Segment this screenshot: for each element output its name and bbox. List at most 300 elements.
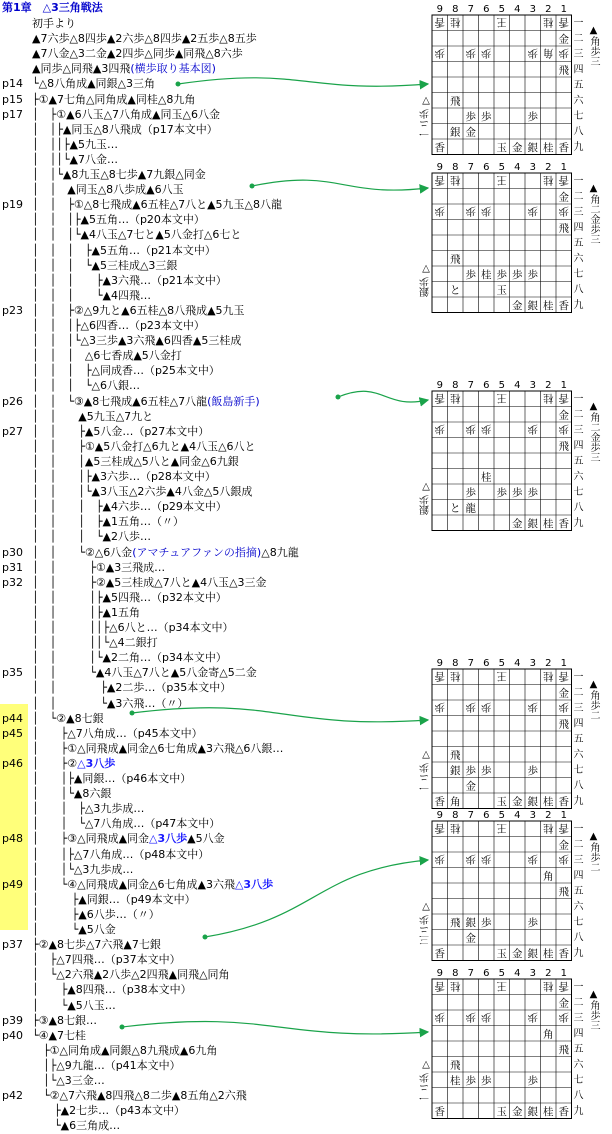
file-label: 4	[514, 968, 521, 979]
shogi-piece: 桂	[450, 391, 461, 404]
shogi-piece: 香	[434, 15, 445, 28]
move-text: │ ├①▲6八玉△7八角成▲同玉△6八金	[32, 107, 220, 121]
chapter-title: 第1章 △3三角戦法	[2, 1, 103, 14]
shogi-piece: 歩	[527, 46, 538, 59]
shogi-piece: 飛	[450, 253, 461, 266]
move-text: │ │ ││├△6八と…（p34本文中）	[32, 621, 234, 634]
shogi-piece: 桂	[543, 947, 554, 960]
rank-label: 五	[573, 734, 584, 745]
rank-label: 九	[573, 948, 584, 959]
move-text: │ ├▲同銀…（p49本文中）	[32, 892, 196, 906]
file-label: 9	[436, 968, 443, 979]
rank-label: 四	[573, 718, 584, 730]
rank-label: 一	[573, 672, 584, 683]
page-ref: p45	[2, 726, 23, 740]
shogi-piece: 銀	[527, 1105, 538, 1118]
shogi-piece: 歩	[465, 422, 476, 435]
move-text: │ │ │ └▲5三桂成△3三銀	[32, 258, 178, 272]
shogi-piece: 歩	[465, 1074, 476, 1087]
shogi-piece: 桂	[543, 795, 554, 808]
rank-label: 八	[573, 502, 584, 514]
file-label: 8	[452, 658, 459, 669]
shogi-piece: 飛	[558, 222, 569, 235]
file-label: 2	[545, 162, 552, 173]
rank-label: 八	[573, 284, 584, 296]
page-ref: p44	[2, 711, 23, 725]
rank-label: 二	[573, 33, 584, 45]
move-text: │ │├▲同玉△8八飛成（p17本文中）	[32, 122, 218, 136]
shogi-piece: 金	[512, 517, 523, 530]
move-text: │ │ │ ├▲1五角…（〃）	[32, 515, 184, 529]
shogi-piece: 歩	[434, 46, 445, 59]
file-label: 6	[483, 4, 490, 15]
shogi-piece: 香	[558, 299, 569, 312]
move-text: │ │└△3九歩成…	[32, 862, 134, 876]
file-label: 5	[498, 162, 505, 173]
move-text: ▲7八金△3二金▲2四歩△同歩▲同飛△8六歩	[32, 47, 243, 61]
board-arrow	[122, 1022, 428, 1034]
shogi-piece: 歩	[465, 764, 476, 777]
shogi-piece: 飛	[450, 916, 461, 929]
rank-label: 三	[573, 1013, 584, 1024]
key-move: △3八歩	[77, 756, 116, 770]
file-label: 1	[560, 4, 567, 15]
page-ref: p32	[2, 575, 23, 589]
move-text: └④▲7七桂	[32, 1028, 86, 1042]
shogi-piece: 歩	[558, 1010, 569, 1023]
rank-label: 二	[573, 687, 584, 699]
rank-label: 八	[573, 932, 584, 944]
shogi-piece: 歩	[465, 46, 476, 59]
rank-label: 五	[573, 238, 584, 249]
rank-label: 八	[573, 126, 584, 138]
file-label: 2	[545, 658, 552, 669]
shogi-piece: 歩	[527, 916, 538, 929]
shogi-piece: 桂	[543, 173, 554, 186]
move-text: │ └④△同飛成▲同金△6七角成▲3六飛	[32, 877, 235, 891]
move-text: │ │ └▲4八玉△7八と▲5八金寄△5二金	[32, 666, 257, 680]
shogi-piece: 角	[543, 870, 554, 883]
move-text: ├③▲8七銀…	[32, 1013, 97, 1027]
sente-captures: ▲角歩二	[588, 831, 599, 872]
file-label: 3	[529, 968, 536, 979]
file-label: 8	[452, 4, 459, 15]
rank-label: 六	[573, 253, 584, 265]
shogi-piece: 香	[434, 947, 445, 960]
move-text: ▲同歩△同飛▲3四飛	[32, 62, 131, 76]
shogi-piece: 玉	[496, 284, 507, 297]
rank-label: 七	[573, 487, 584, 498]
file-label: 5	[498, 4, 505, 15]
rank-label: 六	[573, 749, 584, 761]
move-text: │├△9九龍…（p41本文中）	[32, 1058, 181, 1072]
file-label: 5	[498, 380, 505, 391]
sente-captures: ▲角二金歩三	[588, 183, 599, 244]
rank-label: 八	[573, 780, 584, 792]
rank-label: 一	[573, 394, 584, 405]
shogi-piece: 金	[558, 409, 569, 422]
shogi-piece: 銀	[450, 764, 461, 777]
shogi-piece: 歩	[558, 700, 569, 713]
shogi-piece: 飛	[450, 1059, 461, 1072]
file-label: 3	[529, 4, 536, 15]
move-text: │ │ │ ├△同成香…（p25本文中）	[32, 364, 220, 378]
move-text: │ │ │ △6七香成▲5八金打	[32, 349, 182, 363]
shogi-piece: 飛	[558, 885, 569, 898]
move-text: │ └▲5八金	[32, 923, 116, 936]
shogi-piece: 龍	[465, 502, 476, 515]
shogi-piece: 歩	[481, 764, 492, 777]
shogi-piece: 歩	[527, 764, 538, 777]
shogi-piece: 金	[465, 780, 476, 793]
move-text: │ │ ├△3九歩成…	[32, 802, 145, 816]
rank-label: 七	[573, 765, 584, 776]
page-ref: p14	[2, 77, 23, 91]
move-text: │ │ ├▲2二歩…（p35本文中）	[32, 681, 232, 695]
shogi-piece: 王	[496, 669, 507, 682]
move-text: │ │ │├▲1五角	[32, 605, 140, 619]
rank-label: 九	[573, 518, 584, 529]
shogi-piece: 角	[450, 795, 461, 808]
move-text: │ │ │└▲2二角…（p34本文中）	[32, 651, 227, 665]
shogi-piece: 香	[558, 141, 569, 154]
gote-captures: 一ニ歩 ▽	[420, 94, 432, 139]
shogi-piece: 歩	[558, 204, 569, 217]
move-text: ├▲2七歩…（p43本文中）	[32, 1104, 186, 1118]
gote-captures: 三ニ歩 ▽	[420, 900, 432, 945]
shogi-piece: 歩	[481, 916, 492, 929]
page-ref: p39	[2, 1013, 23, 1027]
shogi-piece: 金	[558, 687, 569, 700]
shogi-piece: 歩	[481, 204, 492, 217]
rank-label: 六	[573, 1059, 584, 1071]
shogi-piece: 桂	[543, 821, 554, 834]
move-text: │ │ ││└△4二銀打	[32, 636, 158, 650]
page-ref: p31	[2, 560, 23, 574]
file-label: 4	[514, 810, 521, 821]
file-label: 7	[467, 810, 474, 821]
annotation-link[interactable]: (横歩取り基本図)	[130, 62, 216, 76]
move-text: │ │├△7八角成…（p48本文中）	[32, 847, 210, 861]
rank-label: 三	[573, 49, 584, 60]
shogi-piece: 銀	[465, 916, 476, 929]
move-text: ├①△同角成▲同銀△8九飛成▲6九角	[32, 1043, 218, 1057]
page-ref: p37	[2, 938, 23, 952]
shogi-piece: 香	[558, 391, 569, 404]
board-grid	[432, 821, 572, 961]
shogi-piece: 歩	[481, 422, 492, 435]
shogi-piece: 歩	[465, 700, 476, 713]
file-label: 1	[560, 658, 567, 669]
shogi-piece: と	[450, 284, 461, 297]
rank-label: 四	[573, 222, 584, 234]
page-ref: p40	[2, 1028, 23, 1042]
move-text: ▲5八金	[187, 832, 225, 846]
board-arrow	[205, 860, 428, 937]
shogi-piece: 飛	[450, 749, 461, 762]
shogi-piece: 桂	[543, 141, 554, 154]
move-text: │ ├③△同飛成▲同金	[32, 832, 150, 846]
shogi-piece: 歩	[558, 46, 569, 59]
shogi-piece: 香	[558, 669, 569, 682]
move-text: ├①▲7七角△同角成▲同桂△8九角	[32, 92, 196, 106]
gote-captures: 一ニ歩 ▽	[420, 1058, 432, 1103]
file-label: 1	[560, 968, 567, 979]
rank-label: 五	[573, 456, 584, 467]
shogi-piece: 香	[434, 141, 445, 154]
shogi-piece: 玉	[496, 1105, 507, 1118]
shogi-piece: 飛	[558, 440, 569, 453]
shogi-piece: 金	[558, 191, 569, 204]
shogi-piece: 桂	[543, 15, 554, 28]
shogi-piece: 歩	[496, 268, 507, 281]
sente-captures: ▲角歩三	[588, 25, 599, 66]
file-label: 4	[514, 4, 521, 15]
page-ref: p35	[2, 666, 23, 680]
key-move: △3八歩	[149, 832, 188, 846]
move-text: ▲7六歩△8四歩▲2六歩△8四歩▲2五歩△8五歩	[32, 32, 257, 46]
page-ref: p19	[2, 198, 23, 212]
move-text: │ ├①△同飛成▲同金△6七角成▲3六飛△6八銀…	[32, 741, 284, 755]
shogi-piece: 桂	[543, 391, 554, 404]
shogi-piece: 香	[558, 1105, 569, 1118]
gote-captures: 一ニ歩 ▽	[420, 748, 432, 793]
move-text: │ ├▲6八歩…（〃）	[32, 907, 160, 921]
shogi-piece: 歩	[465, 110, 476, 123]
move-text: │ │└▲8六銀	[32, 787, 112, 801]
move-text: │ │ ├②△9九と▲6五桂△8八飛成▲5九玉	[32, 303, 245, 317]
shogi-piece: 飛	[558, 64, 569, 77]
page-ref: p30	[2, 545, 23, 559]
shogi-piece: 歩	[527, 268, 538, 281]
shogi-piece: 歩	[527, 422, 538, 435]
move-text: 初手より	[32, 17, 76, 30]
move-text: │ │ ▲5九玉△7九と	[32, 409, 154, 423]
file-label: 7	[467, 380, 474, 391]
move-text: │ │ │└▲3八玉△2六歩▲4八金△5八銀成	[32, 485, 253, 499]
move-text: └△8八角成▲同銀△3三角	[32, 77, 155, 91]
file-label: 5	[498, 658, 505, 669]
rank-label: 三	[573, 425, 584, 436]
board-arrow	[132, 708, 428, 722]
shogi-piece: 歩	[527, 486, 538, 499]
shogi-board	[420, 162, 601, 313]
move-text: │ │ └▲3六飛…（〃）	[32, 696, 189, 710]
shogi-piece: 歩	[481, 46, 492, 59]
page-ref: p49	[2, 877, 23, 891]
move-text: │ │ └△7八角成…（p47本文中）	[32, 817, 221, 831]
shogi-piece: 金	[558, 33, 569, 46]
shogi-piece: 歩	[558, 852, 569, 865]
file-label: 7	[467, 162, 474, 173]
move-text: │ │ │└▲4八玉△7七と▲5八金打△6七と	[32, 228, 242, 242]
shogi-piece: 歩	[434, 852, 445, 865]
rank-label: 三	[573, 207, 584, 218]
file-label: 1	[560, 380, 567, 391]
shogi-piece: 銀	[450, 126, 461, 139]
file-label: 8	[452, 810, 459, 821]
file-label: 6	[483, 658, 490, 669]
shogi-piece: 香	[558, 979, 569, 992]
file-label: 8	[452, 380, 459, 391]
shogi-piece: 香	[558, 173, 569, 186]
shogi-piece: 桂	[450, 669, 461, 682]
shogi-piece: 歩	[434, 1010, 445, 1023]
move-text: │ │ │├▲5五角…（p20本文中）	[32, 213, 205, 227]
shogi-piece: 香	[434, 979, 445, 992]
shogi-piece: 桂	[543, 979, 554, 992]
shogi-piece: 歩	[496, 486, 507, 499]
shogi-piece: 香	[434, 173, 445, 186]
file-label: 5	[498, 968, 505, 979]
move-text: │ └②▲8七銀	[32, 711, 104, 725]
rank-label: 五	[573, 80, 584, 91]
move-text: │ │ │ └▲2八歩…	[32, 530, 151, 544]
move-text: │ └△2六飛▲2八歩△2四飛▲同飛△同角	[32, 968, 230, 982]
board-grid	[432, 669, 572, 809]
shogi-piece: 香	[434, 795, 445, 808]
rank-label: 三	[573, 855, 584, 866]
move-text: │ │ │▲5三桂成△5八と▲同金△6九銀	[32, 454, 239, 468]
file-label: 1	[560, 162, 567, 173]
rank-label: 一	[573, 982, 584, 993]
annotation-link[interactable]: (アマチュアファンの指摘)	[132, 545, 262, 559]
key-move: △3八歩	[234, 877, 274, 891]
shogi-piece: 桂	[450, 15, 461, 28]
shogi-piece: 歩	[558, 422, 569, 435]
shogi-piece: 歩	[465, 268, 476, 281]
rank-label: 四	[573, 440, 584, 452]
sente-captures: ▲角二金歩三	[588, 401, 599, 462]
move-text: │ ├▲8四飛…（p38本文中）	[32, 983, 192, 997]
shogi-piece: 桂	[450, 821, 461, 834]
shogi-piece: 飛	[558, 1043, 569, 1056]
shogi-piece: 香	[434, 1105, 445, 1118]
move-text: └▲6三角成…	[32, 1119, 121, 1133]
shogi-piece: 玉	[496, 141, 507, 154]
shogi-piece: 角	[543, 46, 554, 59]
shogi-piece: 玉	[496, 795, 507, 808]
shogi-piece: 歩	[481, 852, 492, 865]
sente-captures: ▲角歩三	[588, 989, 599, 1030]
rank-label: 九	[573, 1106, 584, 1117]
shogi-piece: 桂	[543, 1105, 554, 1118]
rank-label: 七	[573, 917, 584, 928]
gote-captures: 銀歩 ▽	[420, 262, 432, 297]
shogi-piece: 桂	[543, 299, 554, 312]
shogi-board	[420, 810, 601, 961]
shogi-piece: 金	[465, 932, 476, 945]
file-label: 6	[483, 380, 490, 391]
shogi-piece: 香	[434, 669, 445, 682]
shogi-piece: 歩	[481, 700, 492, 713]
shogi-piece: 金	[465, 126, 476, 139]
shogi-piece: 金	[558, 839, 569, 852]
move-text: │ └▲5八玉…	[32, 998, 116, 1012]
file-label: 7	[467, 968, 474, 979]
shogi-piece: 歩	[527, 110, 538, 123]
shogi-piece: 桂	[450, 173, 461, 186]
file-label: 5	[498, 810, 505, 821]
move-text: │ ││└▲7八金…	[32, 152, 118, 166]
shogi-piece: 銀	[527, 299, 538, 312]
rank-label: 五	[573, 886, 584, 897]
move-text: │ │ ├▲5八金…（p27本文中）	[32, 424, 210, 438]
file-label: 8	[452, 968, 459, 979]
shogi-piece: 歩	[481, 1010, 492, 1023]
move-text: │ │ ├①▲5八金打△6九と▲4八玉△6八と	[32, 439, 256, 453]
move-text: │ │ ├②▲5三桂成△7八と▲4八玉△3三金	[32, 575, 267, 589]
shogi-piece: 香	[558, 517, 569, 530]
move-text: │ │ │ ├▲4六歩…（p29本文中）	[32, 500, 227, 514]
file-label: 6	[483, 968, 490, 979]
rank-label: 二	[573, 997, 584, 1009]
shogi-piece: 歩	[512, 268, 523, 281]
board-arrow	[252, 180, 428, 190]
shogi-piece: 歩	[527, 204, 538, 217]
page-ref: p23	[2, 303, 23, 317]
move-text: │ │└▲8九玉△8七歩▲7九銀△同金	[32, 168, 206, 181]
rank-label: 九	[573, 300, 584, 311]
move-text: │ ││├▲5九玉…	[32, 137, 118, 151]
shogi-piece: 銀	[527, 141, 538, 154]
file-label: 7	[467, 658, 474, 669]
move-text: │ │ │ ├▲3六飛…（p21本文中）	[32, 273, 227, 287]
shogi-piece: 王	[496, 821, 507, 834]
shogi-piece: 銀	[527, 795, 538, 808]
annotation-link[interactable]: (飯島新手)	[207, 394, 260, 408]
move-text: △8九龍	[261, 545, 299, 559]
shogi-piece: 角	[543, 1028, 554, 1041]
file-label: 9	[436, 380, 443, 391]
rank-label: 七	[573, 1075, 584, 1086]
shogi-piece: 桂	[450, 1074, 461, 1087]
move-text: │ │ │├△6四香…（p23本文中）	[32, 319, 205, 332]
shogi-piece: 飛	[450, 95, 461, 108]
sente-captures: ▲角歩二	[588, 679, 599, 720]
rank-label: 一	[573, 824, 584, 835]
rank-label: 六	[573, 471, 584, 483]
file-label: 6	[483, 810, 490, 821]
file-label: 2	[545, 380, 552, 391]
shogi-piece: 歩	[465, 852, 476, 865]
file-label: 9	[436, 4, 443, 15]
move-text: ├②▲8七歩△7六飛▲7七銀	[32, 938, 161, 952]
shogi-piece: 歩	[527, 700, 538, 713]
file-label: 4	[514, 162, 521, 173]
file-label: 7	[467, 4, 474, 15]
shogi-piece: と	[450, 502, 461, 515]
shogi-piece: 歩	[434, 204, 445, 217]
page-ref: p17	[2, 107, 23, 121]
file-label: 3	[529, 658, 536, 669]
board-arrow	[178, 78, 428, 86]
move-text: │ │ └③▲8七飛成▲6五桂△7八龍	[32, 394, 208, 408]
shogi-piece: 歩	[512, 486, 523, 499]
shogi-piece: 王	[496, 173, 507, 186]
shogi-piece: 王	[496, 391, 507, 404]
shogi-piece: 金	[512, 947, 523, 960]
rank-label: 四	[573, 870, 584, 882]
shogi-piece: 香	[434, 821, 445, 834]
rank-label: 二	[573, 191, 584, 203]
shogi-piece: 香	[558, 947, 569, 960]
shogi-piece: 王	[496, 979, 507, 992]
rank-label: 四	[573, 64, 584, 76]
move-text: │ │ ▲同玉△8八歩成▲6八玉	[32, 183, 184, 197]
move-text: │ │ └②△6八金	[32, 545, 133, 559]
rank-label: 七	[573, 111, 584, 122]
